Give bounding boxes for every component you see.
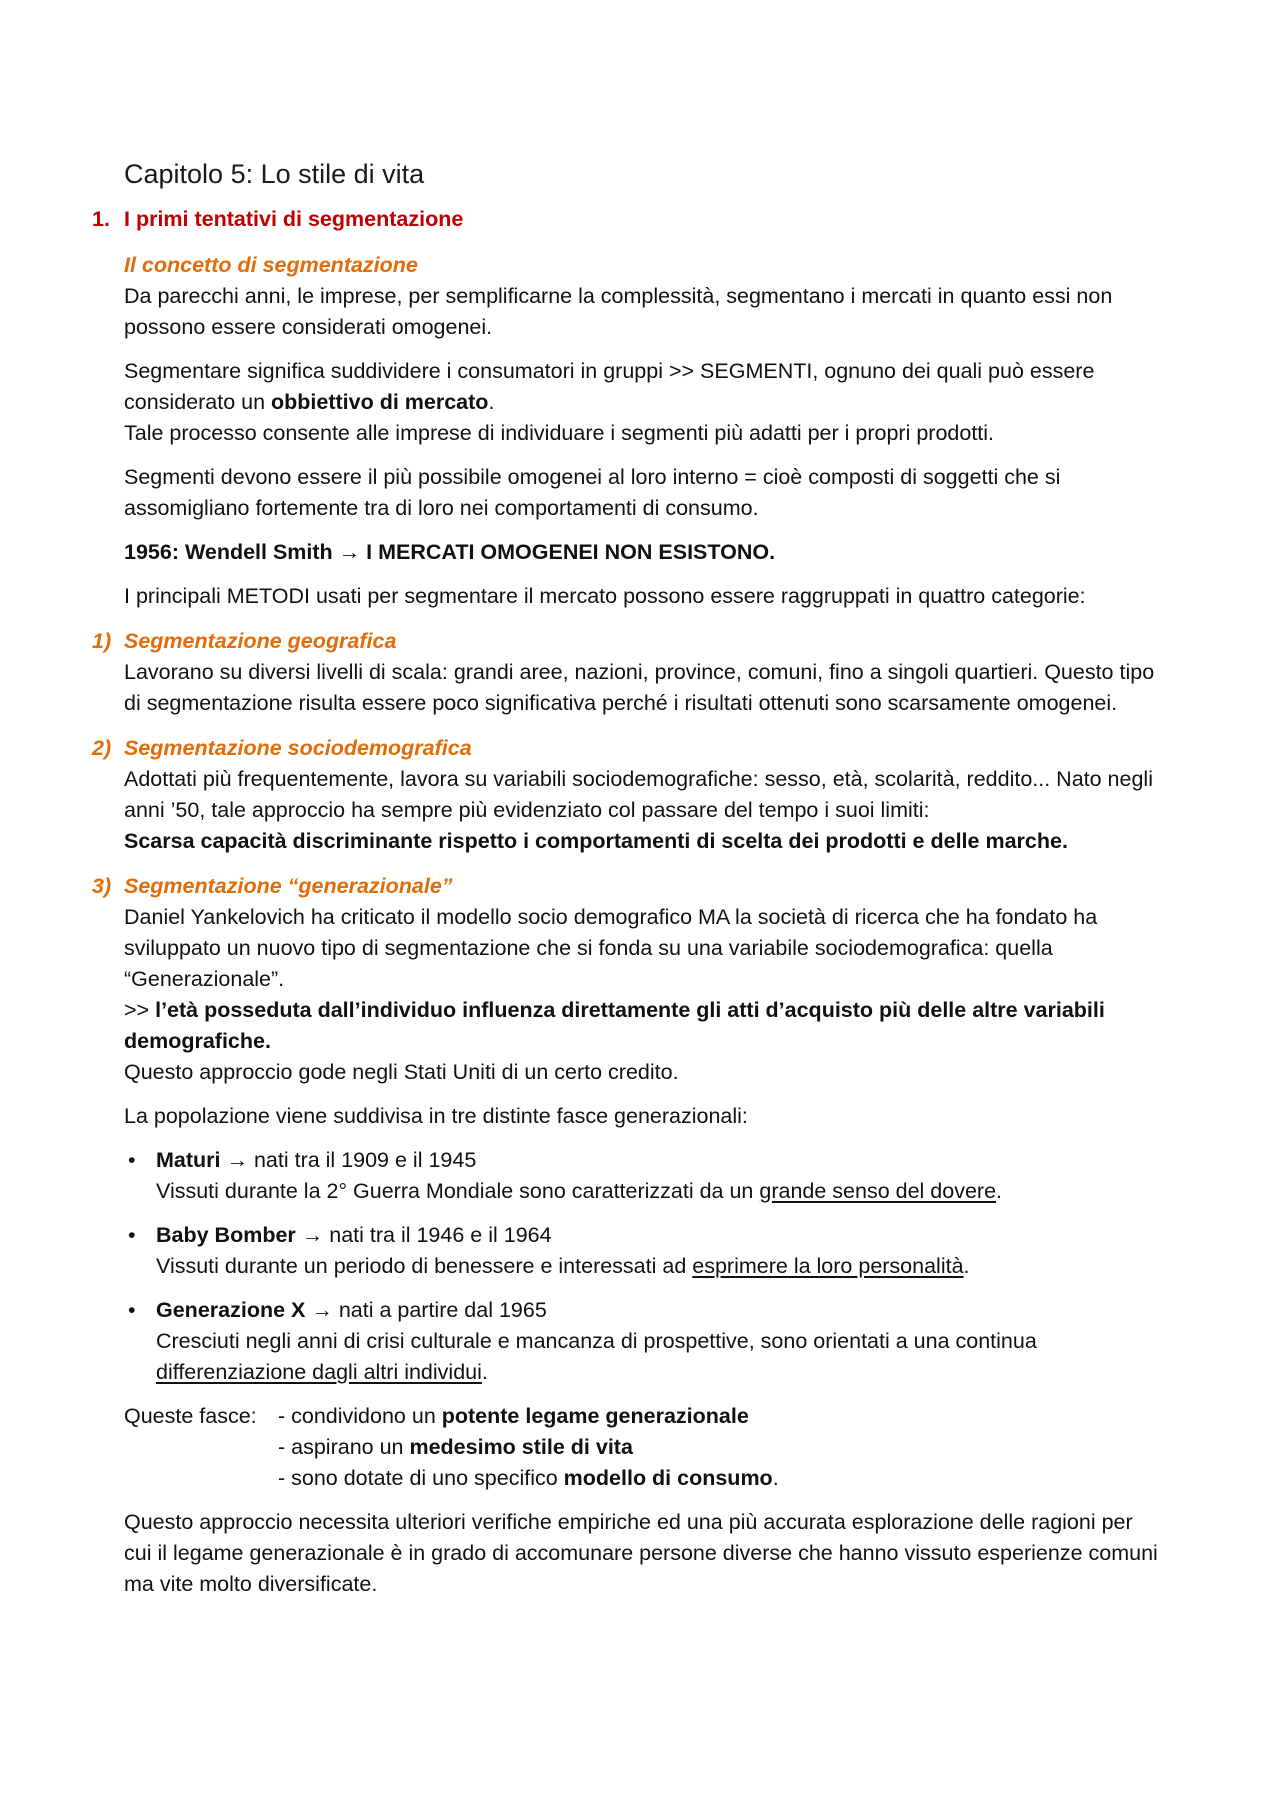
method-number: 2): [92, 736, 112, 760]
arrow-icon: →: [295, 1223, 330, 1247]
section-heading-text: I primi tentativi di segmentazione: [124, 207, 464, 231]
method-heading: Segmentazione “generazionale”: [124, 874, 453, 898]
underlined-text: esprimere la loro personalità: [692, 1254, 964, 1278]
underlined-text: grande senso del dovere: [759, 1179, 997, 1203]
fasce-label: Queste fasce:: [124, 1404, 257, 1428]
text: .: [772, 1466, 779, 1490]
text: Questo approccio gode negli Stati Uniti di un certo credito.: [124, 1060, 679, 1084]
bold-text: modello di consumo: [563, 1466, 773, 1490]
bullet-icon: •: [128, 1298, 136, 1322]
bold-text: potente legame generazionale: [441, 1404, 749, 1428]
method-text: Lavorano su diversi livelli di scala: grandi aree, nazioni, province, comuni, fino a singoli quartieri. Questo tipo di segmentazione risulta essere poco significativa perché i risultati ottenuti sono scarsamente omogenei.: [124, 660, 1155, 715]
method-number: 1): [92, 629, 112, 653]
paragraph-conclusion: Questo approccio necessita ulteriori verifiche empiriche ed una più accurata esplorazione delle ragioni per cui il legame generazionale è in grado di accomunare persone diverse che hanno vissuto esperienze comuni ma vite molto diversificate.: [124, 1510, 1158, 1596]
list-item: [124, 1220, 1164, 1282]
arrow-icon: →: [220, 1148, 254, 1172]
generation-desc: Vissuti durante la 2° Guerra Mondiale sono caratterizzati da un: [156, 1179, 760, 1203]
list-item: [124, 1145, 1164, 1207]
method-heading: Segmentazione geografica: [124, 629, 397, 653]
fasce-item: [278, 1401, 779, 1432]
text: Daniel Yankelovich ha criticato il modello socio demografico MA la società di ricerca che ha fondato ha sviluppato un nuovo tipo di segmentazione che si fonda su una variabile sociodemografica: quella “Generazionale”.: [124, 905, 1098, 991]
arrow-icon: →: [305, 1298, 339, 1322]
generation-desc: Vissuti durante un periodo di benessere e interessati ad: [156, 1254, 693, 1278]
paragraph-segmentare: [124, 356, 1164, 449]
fasce-block: [124, 1401, 1164, 1494]
underlined-text: differenziazione dagli altri individui: [156, 1360, 482, 1384]
text: .: [488, 390, 495, 414]
text: .: [996, 1179, 1003, 1203]
bold-text: medesimo stile di vita: [409, 1435, 633, 1459]
bold-text: l’età posseduta dall’individuo influenza direttamente gli atti d’acquisto più delle altre variabili demografiche.: [124, 998, 1105, 1053]
fasce-item: [278, 1432, 779, 1463]
text: - condividono un: [278, 1404, 442, 1428]
method-text: [124, 902, 1164, 1088]
bold-text: obbiettivo di mercato: [271, 390, 489, 414]
paragraph-wendell-smith: [124, 537, 1164, 568]
text: .: [481, 1360, 488, 1384]
generation-range: nati tra il 1909 e il 1945: [253, 1148, 477, 1172]
method-generazionale: [92, 871, 1164, 1088]
section-heading: [92, 204, 463, 235]
subheading-concept: Il concetto di segmentazione: [124, 253, 418, 277]
text: - aspirano un: [278, 1435, 410, 1459]
text: Adottati più frequentemente, lavora su variabili sociodemografiche: sesso, età, scolarità, reddito... Nato negli anni ’50, tale approccio ha sempre più evidenziato col passare del tempo i suoi limiti:: [124, 767, 1153, 822]
document-body: [92, 250, 1164, 1613]
generation-name: Maturi: [156, 1148, 221, 1172]
bold-text: Scarsa capacità discriminante rispetto i comportamenti di scelta dei prodotti e delle marche.: [124, 829, 1068, 853]
chapter-title: Capitolo 5: Lo stile di vita: [124, 159, 425, 189]
paragraph-intro: Da parecchi anni, le imprese, per semplificarne la complessità, segmentano i mercati in quanto essi non possono essere considerati omogenei.: [124, 284, 1113, 339]
generation-desc: Cresciuti negli anni di crisi culturale e mancanza di prospettive, sono orientati a una continua: [156, 1329, 1037, 1353]
paragraph-popolazione: La popolazione viene suddivisa in tre distinte fasce generazionali:: [124, 1104, 748, 1128]
bullet-icon: •: [128, 1148, 136, 1172]
section-number: 1.: [92, 207, 110, 231]
method-geografica: [92, 626, 1164, 719]
text: Tale processo consente alle imprese di individuare i segmenti più adatti per i propri prodotti.: [124, 421, 995, 445]
bullet-icon: •: [128, 1223, 136, 1247]
text: >>: [124, 998, 156, 1022]
paragraph-metodi: I principali METODI usati per segmentare il mercato possono essere raggruppati in quattro categorie:: [124, 584, 1086, 608]
fasce-item: [278, 1463, 779, 1494]
generation-name: Baby Bomber: [156, 1223, 296, 1247]
generation-range: nati a partire dal 1965: [338, 1298, 547, 1322]
text: Segmentare significa suddividere i consumatori in gruppi >> SEGMENTI, ognuno dei quali può essere considerato un: [124, 359, 1095, 414]
text: .: [963, 1254, 970, 1278]
method-number: 3): [92, 874, 112, 898]
generations-list: [124, 1145, 1164, 1388]
paragraph-omogenei: Segmenti devono essere il più possibile omogenei al loro interno = cioè composti di soggetti che si assomigliano fortemente tra di loro nei comportamenti di consumo.: [124, 465, 1061, 520]
fasce-items: [278, 1401, 779, 1494]
text: - sono dotate di uno specifico: [278, 1466, 564, 1490]
generation-name: Generazione X: [156, 1298, 306, 1322]
bold-text: 1956: Wendell Smith → I MERCATI OMOGENEI NON ESISTONO.: [124, 540, 776, 564]
method-text: [124, 764, 1164, 857]
generation-range: nati tra il 1946 e il 1964: [329, 1223, 552, 1247]
method-heading: Segmentazione sociodemografica: [124, 736, 472, 760]
list-item: [124, 1295, 1164, 1388]
method-sociodemografica: [92, 733, 1164, 857]
